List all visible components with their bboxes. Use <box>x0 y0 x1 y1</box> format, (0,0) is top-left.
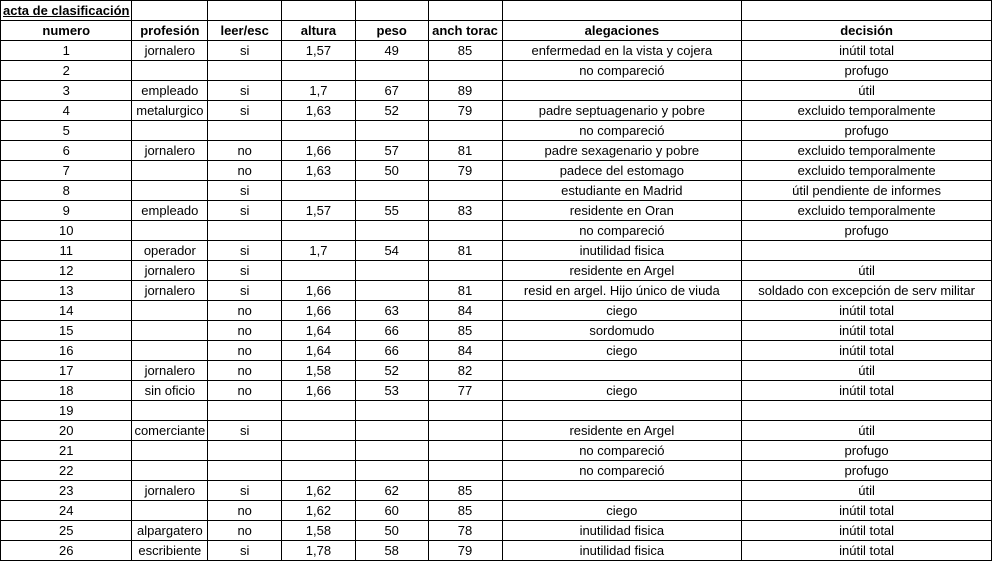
cell-profesion[interactable] <box>132 501 208 521</box>
cell[interactable] <box>208 1 282 21</box>
cell-profesion[interactable] <box>132 401 208 421</box>
cell-altura[interactable] <box>282 461 356 481</box>
cell-altura[interactable] <box>282 261 356 281</box>
table-row <box>1 81 992 101</box>
cell-decision[interactable] <box>742 401 992 421</box>
table-row <box>1 401 992 421</box>
cell-anch-torac[interactable] <box>428 421 502 441</box>
cell-leer-esc[interactable]: si <box>208 101 282 121</box>
cell-anch-torac[interactable]: 89 <box>428 81 502 101</box>
cell-leer-esc[interactable]: no <box>208 521 282 541</box>
cell-numero[interactable]: 13 <box>1 281 132 301</box>
cell-alegaciones[interactable]: inutilidad fisica <box>502 521 742 541</box>
cell-anch-torac[interactable] <box>428 401 502 421</box>
table-row <box>1 141 992 161</box>
cell-anch-torac[interactable]: 79 <box>428 161 502 181</box>
cell-decision[interactable]: profugo <box>742 441 992 461</box>
cell-altura[interactable]: 1,57 <box>282 41 356 61</box>
cell-altura[interactable]: 1,62 <box>282 481 356 501</box>
header-row <box>1 21 992 41</box>
cell-anch-torac[interactable]: 82 <box>428 361 502 381</box>
cell-altura[interactable]: 1,64 <box>282 321 356 341</box>
cell-peso[interactable]: 67 <box>355 81 428 101</box>
cell-peso[interactable]: 49 <box>355 41 428 61</box>
table-row <box>1 181 992 201</box>
cell-profesion[interactable]: jornalero <box>132 261 208 281</box>
cell-alegaciones[interactable]: no compareció <box>502 441 742 461</box>
cell-numero[interactable]: 8 <box>1 181 132 201</box>
cell-anch-torac[interactable]: 84 <box>428 341 502 361</box>
table-row <box>1 541 992 561</box>
cell-leer-esc[interactable]: no <box>208 341 282 361</box>
cell-profesion[interactable]: escribiente <box>132 541 208 561</box>
cell-decision[interactable]: inútil total <box>742 41 992 61</box>
cell-leer-esc[interactable]: no <box>208 161 282 181</box>
cell-profesion[interactable]: comerciante <box>132 421 208 441</box>
cell-decision[interactable]: inútil total <box>742 301 992 321</box>
cell-peso[interactable]: 63 <box>355 301 428 321</box>
cell-decision[interactable]: profugo <box>742 61 992 81</box>
cell-decision[interactable]: inútil total <box>742 541 992 561</box>
cell-anch-torac[interactable] <box>428 461 502 481</box>
cell-anch-torac[interactable] <box>428 261 502 281</box>
cell-peso[interactable] <box>355 221 428 241</box>
cell-anch-torac[interactable]: 81 <box>428 141 502 161</box>
cell-altura[interactable]: 1,63 <box>282 101 356 121</box>
cell-profesion[interactable]: sin oficio <box>132 381 208 401</box>
cell-decision[interactable]: profugo <box>742 221 992 241</box>
table-row <box>1 241 992 261</box>
cell-peso[interactable]: 54 <box>355 241 428 261</box>
cell-decision[interactable]: útil <box>742 481 992 501</box>
cell-leer-esc[interactable]: si <box>208 421 282 441</box>
cell-profesion[interactable] <box>132 341 208 361</box>
cell-peso[interactable]: 66 <box>355 341 428 361</box>
table-row <box>1 461 992 481</box>
cell-numero[interactable]: 7 <box>1 161 132 181</box>
cell-alegaciones[interactable]: resid en argel. Hijo único de viuda <box>502 281 742 301</box>
cell-altura[interactable]: 1,66 <box>282 141 356 161</box>
cell-numero[interactable]: 2 <box>1 61 132 81</box>
cell-alegaciones[interactable]: estudiante en Madrid <box>502 181 742 201</box>
cell-numero[interactable]: 11 <box>1 241 132 261</box>
cell-decision[interactable]: profugo <box>742 121 992 141</box>
table-row <box>1 481 992 501</box>
cell-numero[interactable]: 26 <box>1 541 132 561</box>
cell-profesion[interactable]: operador <box>132 241 208 261</box>
cell-alegaciones[interactable] <box>502 401 742 421</box>
cell-alegaciones[interactable]: ciego <box>502 341 742 361</box>
cell-anch-torac[interactable]: 84 <box>428 301 502 321</box>
cell-peso[interactable] <box>355 61 428 81</box>
cell-leer-esc[interactable] <box>208 221 282 241</box>
cell-profesion[interactable] <box>132 221 208 241</box>
cell-anch-torac[interactable]: 85 <box>428 321 502 341</box>
cell-leer-esc[interactable]: no <box>208 301 282 321</box>
cell-leer-esc[interactable] <box>208 121 282 141</box>
table-row <box>1 261 992 281</box>
cell-anch-torac[interactable]: 83 <box>428 201 502 221</box>
cell-alegaciones[interactable]: enfermedad en la vista y cojera <box>502 41 742 61</box>
cell-numero[interactable]: 18 <box>1 381 132 401</box>
cell-altura[interactable] <box>282 181 356 201</box>
cell-peso[interactable] <box>355 181 428 201</box>
cell-decision[interactable]: útil <box>742 361 992 381</box>
cell-peso[interactable]: 60 <box>355 501 428 521</box>
cell-numero[interactable]: 25 <box>1 521 132 541</box>
cell-peso[interactable]: 53 <box>355 381 428 401</box>
cell-anch-torac[interactable]: 79 <box>428 101 502 121</box>
cell-profesion[interactable]: empleado <box>132 81 208 101</box>
cell-leer-esc[interactable]: no <box>208 361 282 381</box>
cell-decision[interactable]: útil pendiente de informes <box>742 181 992 201</box>
cell-altura[interactable] <box>282 221 356 241</box>
table-row <box>1 201 992 221</box>
cell-altura[interactable]: 1,63 <box>282 161 356 181</box>
cell-leer-esc[interactable] <box>208 441 282 461</box>
cell-decision[interactable]: soldado con excepción de serv militar <box>742 281 992 301</box>
cell-anch-torac[interactable]: 77 <box>428 381 502 401</box>
cell-peso[interactable] <box>355 461 428 481</box>
cell-alegaciones[interactable]: ciego <box>502 501 742 521</box>
cell-peso[interactable]: 62 <box>355 481 428 501</box>
header-peso[interactable]: peso <box>355 21 428 41</box>
cell-peso[interactable]: 50 <box>355 521 428 541</box>
cell-decision[interactable]: excluido temporalmente <box>742 201 992 221</box>
cell-anch-torac[interactable] <box>428 121 502 141</box>
cell-alegaciones[interactable]: residente en Argel <box>502 261 742 281</box>
cell-leer-esc[interactable]: no <box>208 501 282 521</box>
cell-decision[interactable]: profugo <box>742 461 992 481</box>
cell-leer-esc[interactable]: si <box>208 81 282 101</box>
cell-leer-esc[interactable]: si <box>208 181 282 201</box>
cell-numero[interactable]: 5 <box>1 121 132 141</box>
cell-alegaciones[interactable]: no compareció <box>502 461 742 481</box>
cell-numero[interactable]: 23 <box>1 481 132 501</box>
cell-leer-esc[interactable] <box>208 461 282 481</box>
cell-decision[interactable]: útil <box>742 421 992 441</box>
cell-profesion[interactable] <box>132 321 208 341</box>
cell-numero[interactable]: 24 <box>1 501 132 521</box>
cell-decision[interactable]: inútil total <box>742 341 992 361</box>
cell-anch-torac[interactable] <box>428 181 502 201</box>
cell-alegaciones[interactable]: padece del estomago <box>502 161 742 181</box>
cell-decision[interactable]: excluido temporalmente <box>742 141 992 161</box>
cell-numero[interactable]: 19 <box>1 401 132 421</box>
cell-alegaciones[interactable] <box>502 81 742 101</box>
cell-peso[interactable]: 55 <box>355 201 428 221</box>
cell-anch-torac[interactable]: 85 <box>428 41 502 61</box>
table-row <box>1 361 992 381</box>
cell-peso[interactable] <box>355 421 428 441</box>
cell-alegaciones[interactable]: residente en Oran <box>502 201 742 221</box>
header-leer-esc[interactable]: leer/esc <box>208 21 282 41</box>
cell-profesion[interactable] <box>132 301 208 321</box>
cell-altura[interactable]: 1,66 <box>282 281 356 301</box>
cell[interactable] <box>132 1 208 21</box>
table-row <box>1 381 992 401</box>
cell[interactable] <box>742 1 992 21</box>
cell-leer-esc[interactable] <box>208 61 282 81</box>
cell-leer-esc[interactable]: si <box>208 241 282 261</box>
cell-leer-esc[interactable]: si <box>208 541 282 561</box>
cell-altura[interactable]: 1,57 <box>282 201 356 221</box>
cell-leer-esc[interactable]: no <box>208 321 282 341</box>
cell-profesion[interactable]: jornalero <box>132 281 208 301</box>
cell-decision[interactable]: inútil total <box>742 381 992 401</box>
cell-leer-esc[interactable]: si <box>208 201 282 221</box>
cell-decision[interactable]: excluido temporalmente <box>742 161 992 181</box>
cell-numero[interactable]: 6 <box>1 141 132 161</box>
table-row <box>1 281 992 301</box>
cell[interactable] <box>428 1 502 21</box>
cell-altura[interactable] <box>282 61 356 81</box>
table-row <box>1 501 992 521</box>
cell-anch-torac[interactable] <box>428 441 502 461</box>
table-row <box>1 521 992 541</box>
cell-decision[interactable]: inútil total <box>742 321 992 341</box>
cell-altura[interactable]: 1,66 <box>282 301 356 321</box>
cell-alegaciones[interactable] <box>502 361 742 381</box>
cell-anch-torac[interactable]: 78 <box>428 521 502 541</box>
cell-profesion[interactable] <box>132 121 208 141</box>
cell[interactable] <box>355 1 428 21</box>
header-alegaciones[interactable]: alegaciones <box>502 21 742 41</box>
header-profesion[interactable]: profesión <box>132 21 208 41</box>
cell-altura[interactable]: 1,62 <box>282 501 356 521</box>
cell-anch-torac[interactable] <box>428 221 502 241</box>
cell-anch-torac[interactable]: 85 <box>428 501 502 521</box>
cell-numero[interactable]: 20 <box>1 421 132 441</box>
cell-alegaciones[interactable]: ciego <box>502 381 742 401</box>
cell-altura[interactable] <box>282 421 356 441</box>
cell-anch-torac[interactable]: 85 <box>428 481 502 501</box>
table-row <box>1 61 992 81</box>
cell-leer-esc[interactable]: si <box>208 481 282 501</box>
cell-peso[interactable] <box>355 121 428 141</box>
cell-decision[interactable] <box>742 241 992 261</box>
cell-alegaciones[interactable]: padre septuagenario y pobre <box>502 101 742 121</box>
cell-altura[interactable] <box>282 441 356 461</box>
table-row <box>1 341 992 361</box>
cell-numero[interactable]: 4 <box>1 101 132 121</box>
cell-numero[interactable]: 22 <box>1 461 132 481</box>
cell-anch-torac[interactable]: 81 <box>428 241 502 261</box>
cell-numero[interactable]: 1 <box>1 41 132 61</box>
cell-leer-esc[interactable]: no <box>208 141 282 161</box>
cell-leer-esc[interactable] <box>208 401 282 421</box>
cell-numero[interactable]: 14 <box>1 301 132 321</box>
cell-alegaciones[interactable] <box>502 481 742 501</box>
cell-profesion[interactable]: alpargatero <box>132 521 208 541</box>
cell-profesion[interactable] <box>132 181 208 201</box>
cell-peso[interactable]: 57 <box>355 141 428 161</box>
cell-alegaciones[interactable]: residente en Argel <box>502 421 742 441</box>
cell-leer-esc[interactable]: si <box>208 41 282 61</box>
table-row <box>1 41 992 61</box>
cell-peso[interactable]: 52 <box>355 101 428 121</box>
cell-altura[interactable]: 1,66 <box>282 381 356 401</box>
cell-profesion[interactable]: empleado <box>132 201 208 221</box>
cell-peso[interactable] <box>355 401 428 421</box>
cell-alegaciones[interactable]: no compareció <box>502 221 742 241</box>
cell-alegaciones[interactable]: padre sexagenario y pobre <box>502 141 742 161</box>
cell-altura[interactable] <box>282 121 356 141</box>
cell-numero[interactable]: 10 <box>1 221 132 241</box>
table-row <box>1 101 992 121</box>
cell-peso[interactable]: 66 <box>355 321 428 341</box>
cell-alegaciones[interactable]: inutilidad fisica <box>502 241 742 261</box>
sheet-title[interactable]: acta de clasificación <box>1 1 132 21</box>
title-row <box>1 1 992 21</box>
cell-profesion[interactable]: jornalero <box>132 41 208 61</box>
table-row <box>1 161 992 181</box>
cell-numero[interactable]: 17 <box>1 361 132 381</box>
cell-altura[interactable]: 1,58 <box>282 361 356 381</box>
cell-decision[interactable]: inútil total <box>742 501 992 521</box>
cell-numero[interactable]: 3 <box>1 81 132 101</box>
cell-numero[interactable]: 15 <box>1 321 132 341</box>
cell-peso[interactable] <box>355 441 428 461</box>
cell-alegaciones[interactable]: no compareció <box>502 121 742 141</box>
cell-altura[interactable]: 1,7 <box>282 241 356 261</box>
cell-profesion[interactable]: jornalero <box>132 141 208 161</box>
cell-peso[interactable]: 50 <box>355 161 428 181</box>
cell-altura[interactable]: 1,58 <box>282 521 356 541</box>
header-decision[interactable]: decisión <box>742 21 992 41</box>
cell-altura[interactable]: 1,78 <box>282 541 356 561</box>
table-row <box>1 301 992 321</box>
cell-alegaciones[interactable]: no compareció <box>502 61 742 81</box>
cell-numero[interactable]: 16 <box>1 341 132 361</box>
cell-peso[interactable]: 52 <box>355 361 428 381</box>
cell-alegaciones[interactable]: sordomudo <box>502 321 742 341</box>
cell-profesion[interactable] <box>132 461 208 481</box>
cell-numero[interactable]: 12 <box>1 261 132 281</box>
cell-anch-torac[interactable]: 79 <box>428 541 502 561</box>
cell-altura[interactable] <box>282 401 356 421</box>
table-row <box>1 441 992 461</box>
cell-alegaciones[interactable]: inutilidad fisica <box>502 541 742 561</box>
cell-alegaciones[interactable]: ciego <box>502 301 742 321</box>
cell-decision[interactable]: excluido temporalmente <box>742 101 992 121</box>
cell[interactable] <box>282 1 356 21</box>
cell-decision[interactable]: inútil total <box>742 521 992 541</box>
cell-peso[interactable]: 58 <box>355 541 428 561</box>
cell-leer-esc[interactable]: si <box>208 281 282 301</box>
cell-leer-esc[interactable]: no <box>208 381 282 401</box>
cell-profesion[interactable]: metalurgico <box>132 101 208 121</box>
cell-profesion[interactable]: jornalero <box>132 481 208 501</box>
table-row <box>1 421 992 441</box>
cell-profesion[interactable] <box>132 161 208 181</box>
cell-numero[interactable]: 9 <box>1 201 132 221</box>
cell-profesion[interactable] <box>132 441 208 461</box>
table-row <box>1 121 992 141</box>
header-numero[interactable]: numero <box>1 21 132 41</box>
cell-altura[interactable]: 1,64 <box>282 341 356 361</box>
cell[interactable] <box>502 1 742 21</box>
cell-profesion[interactable]: jornalero <box>132 361 208 381</box>
header-anch-torac[interactable]: anch torac <box>428 21 502 41</box>
cell-peso[interactable] <box>355 281 428 301</box>
table-row <box>1 321 992 341</box>
cell-altura[interactable]: 1,7 <box>282 81 356 101</box>
cell-profesion[interactable] <box>132 61 208 81</box>
cell-anch-torac[interactable]: 81 <box>428 281 502 301</box>
table-row <box>1 221 992 241</box>
cell-peso[interactable] <box>355 261 428 281</box>
cell-anch-torac[interactable] <box>428 61 502 81</box>
cell-decision[interactable]: útil <box>742 81 992 101</box>
cell-leer-esc[interactable]: si <box>208 261 282 281</box>
cell-decision[interactable]: útil <box>742 261 992 281</box>
header-altura[interactable]: altura <box>282 21 356 41</box>
cell-numero[interactable]: 21 <box>1 441 132 461</box>
